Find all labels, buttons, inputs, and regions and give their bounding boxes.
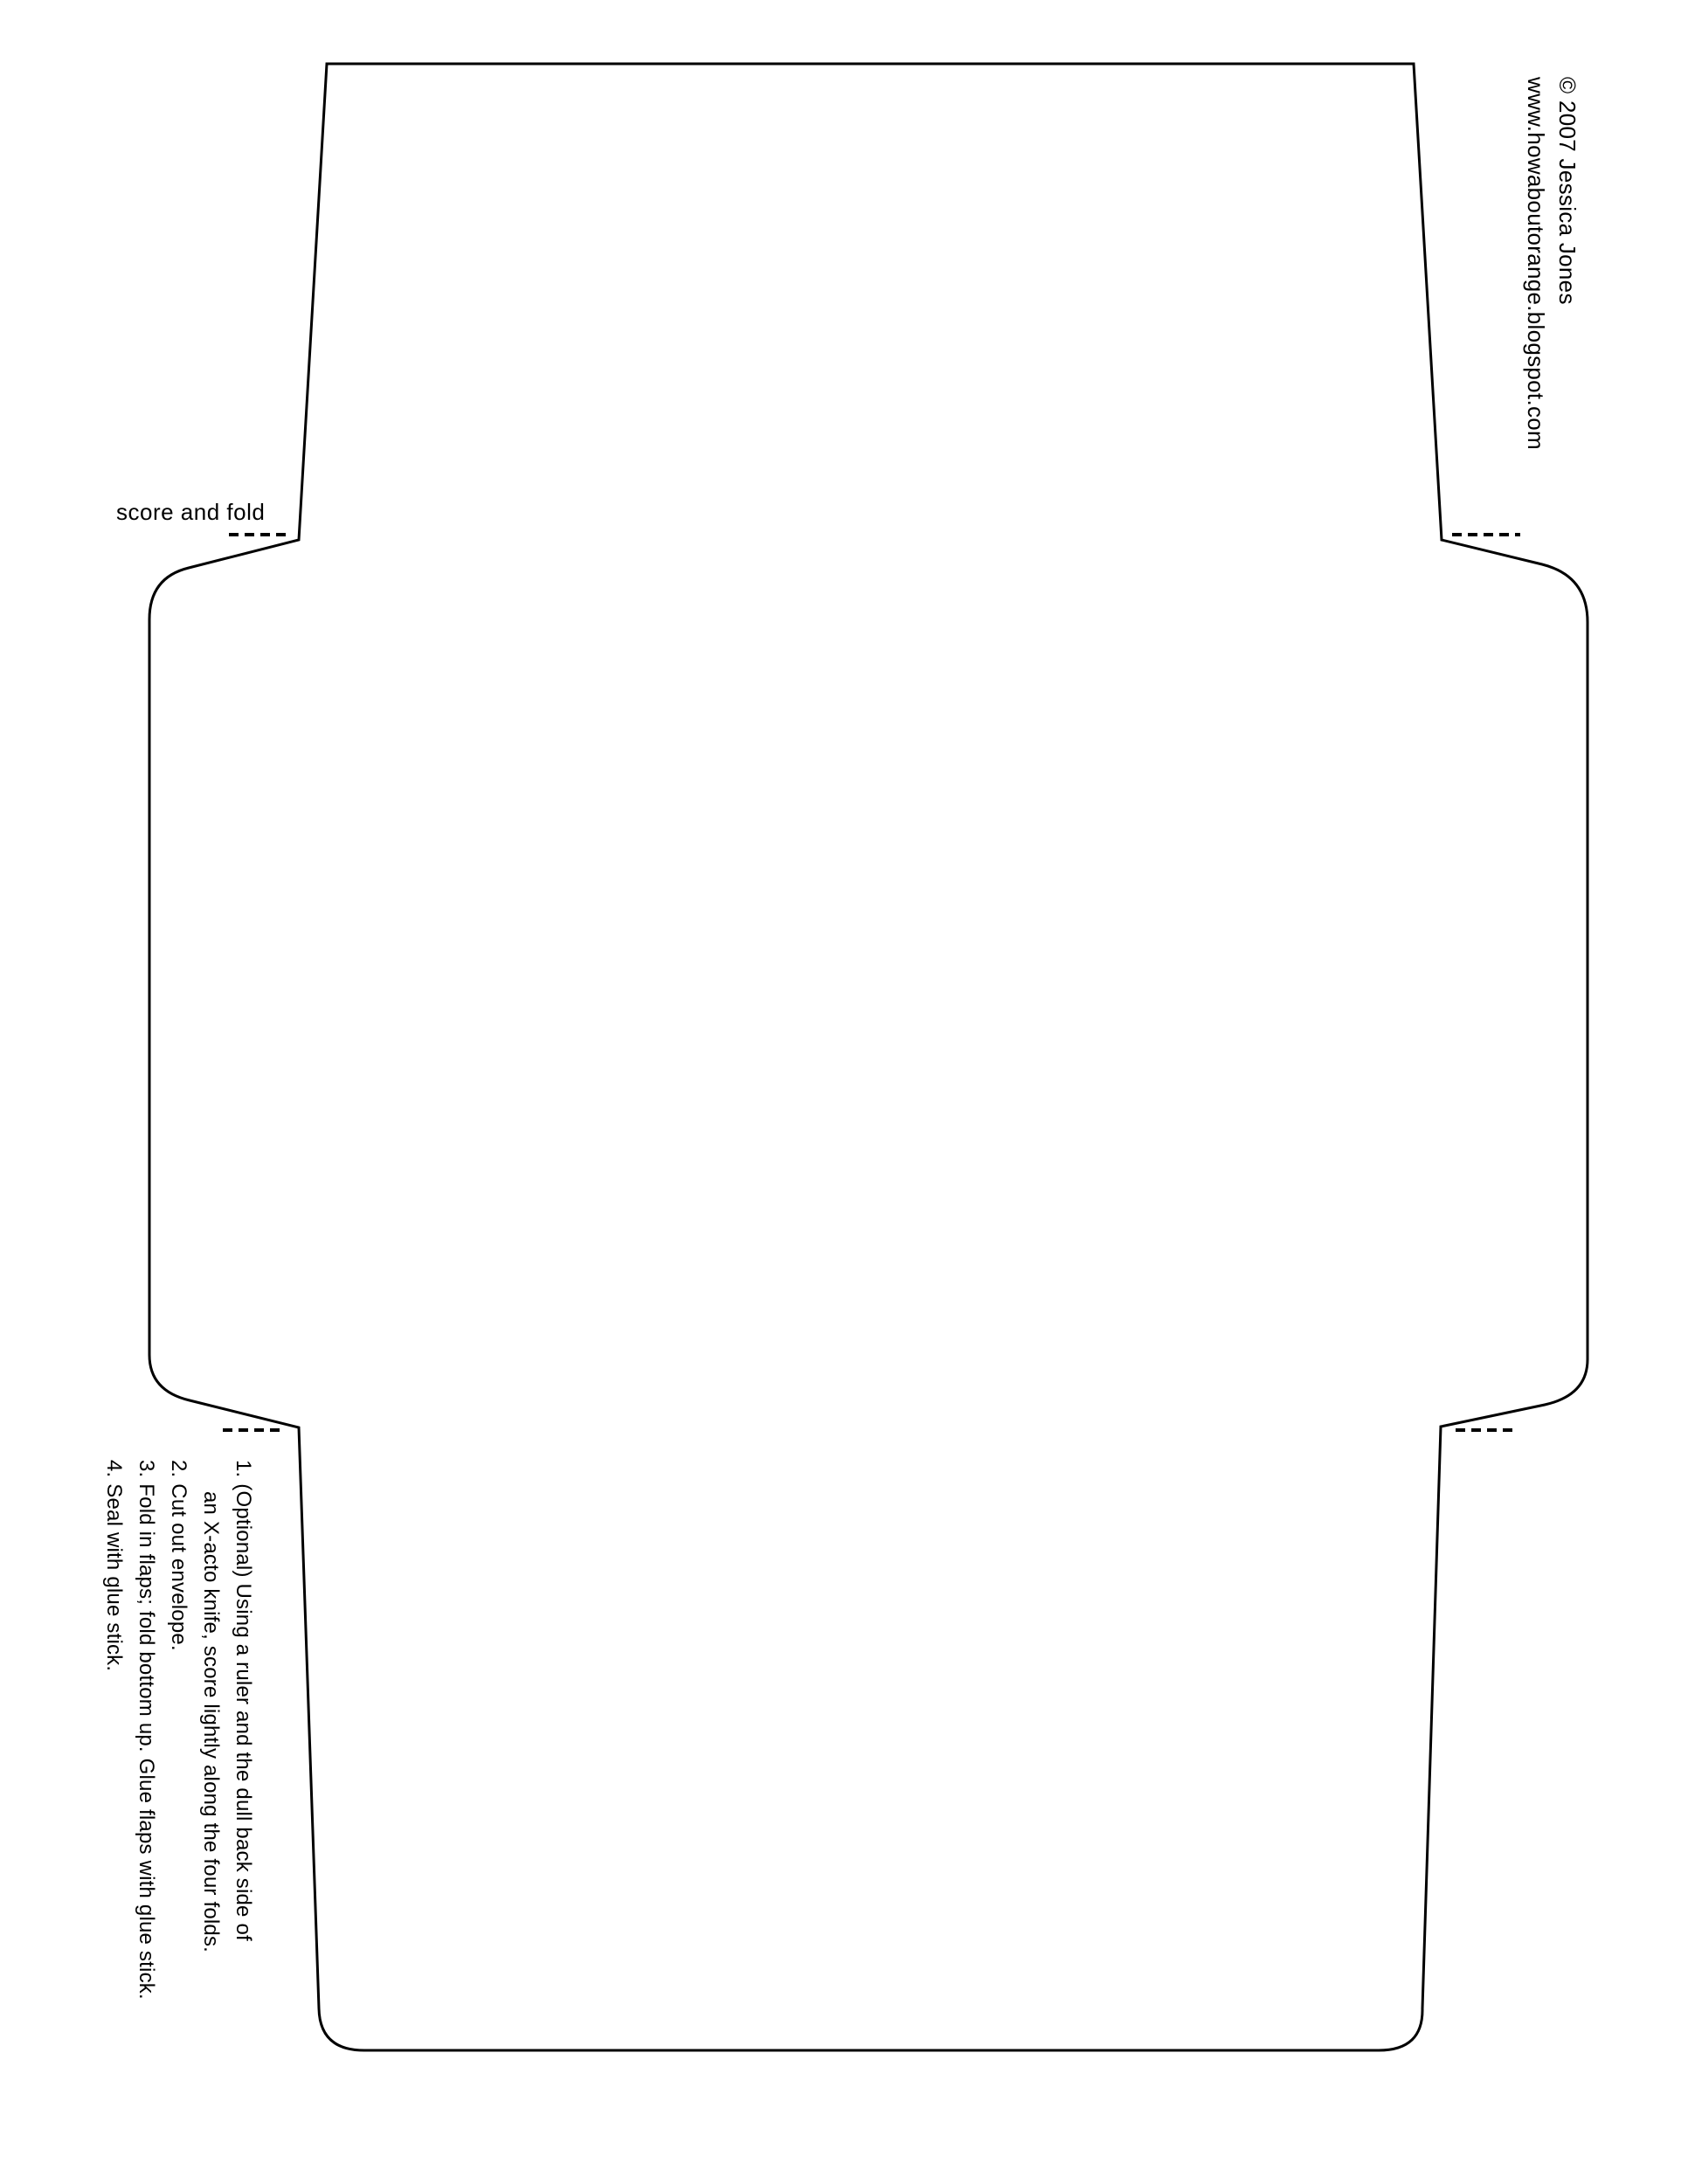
copyright-notice [1520, 77, 1583, 479]
envelope-outline [149, 64, 1588, 2050]
instruction-line-1: 1. (Optional) Using a ruler and the dull back side of [232, 1460, 255, 1941]
instruction-line-3: 3. Fold in flaps; fold bottom up. Glue flaps with glue stick. [135, 1460, 158, 2000]
copyright-line: © 2007 Jessica Jones [1554, 77, 1581, 305]
instruction-line-4: 4. Seal with glue stick. [102, 1460, 126, 1672]
instruction-line-2: 2. Cut out envelope. [167, 1460, 190, 1651]
instructions [98, 1460, 259, 2141]
score-and-fold-label: score and fold [116, 499, 266, 525]
instruction-line-1-continued: an X-acto knife, score lightly along the four folds. [199, 1491, 223, 1953]
website-url: www.howaboutorange.blogspot.com [1523, 77, 1549, 451]
